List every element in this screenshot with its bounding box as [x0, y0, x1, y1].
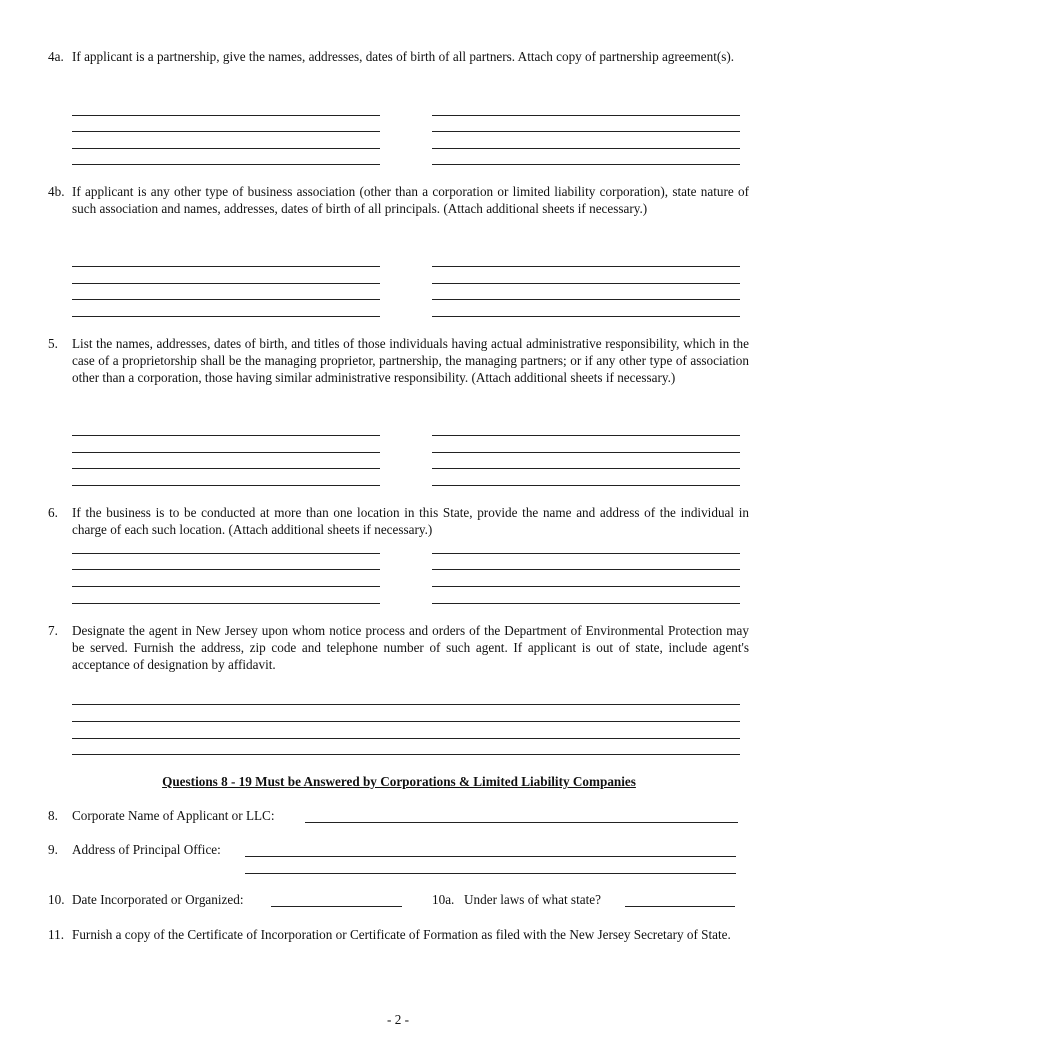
state-of-incorporation-field[interactable]: [625, 906, 735, 907]
question-5: [48, 335, 749, 386]
answer-line[interactable]: [72, 738, 740, 739]
question-7: [48, 622, 749, 673]
answer-line[interactable]: [432, 164, 740, 165]
principal-office-field[interactable]: [245, 856, 736, 857]
answer-line[interactable]: [72, 435, 380, 436]
question-number: 4b.: [48, 184, 65, 199]
answer-line[interactable]: [72, 721, 740, 722]
answer-line[interactable]: [432, 115, 740, 116]
question-number: 7.: [48, 623, 58, 638]
question-6: [48, 504, 749, 538]
principal-office-label: Address of Principal Office:: [72, 842, 221, 857]
question-number: 10a.: [432, 892, 455, 907]
question-number: 10.: [48, 892, 65, 907]
answer-line[interactable]: [432, 603, 740, 604]
answer-line[interactable]: [72, 603, 380, 604]
answer-line[interactable]: [72, 485, 380, 486]
question-number: 6.: [48, 505, 58, 520]
answer-line[interactable]: [432, 485, 740, 486]
question-number: 11.: [48, 927, 64, 942]
answer-line[interactable]: [72, 586, 380, 587]
page-number: - 2 -: [387, 1012, 409, 1027]
question-4a: [48, 48, 749, 65]
answer-line[interactable]: [72, 569, 380, 570]
answer-line[interactable]: [432, 569, 740, 570]
question-text: If applicant is any other type of business association (other than a corporation or limited liability corporation), state nature of such association and names, addresses, dates of birth of all principals. (Attach additional sheets if necessary.): [72, 184, 749, 216]
answer-line[interactable]: [432, 468, 740, 469]
answer-line[interactable]: [72, 553, 380, 554]
state-of-incorporation-label: Under laws of what state?: [464, 892, 601, 907]
question-number: 9.: [48, 842, 58, 857]
answer-line[interactable]: [72, 266, 380, 267]
answer-line[interactable]: [72, 299, 380, 300]
principal-office-field-line2[interactable]: [245, 873, 736, 874]
section-heading: Questions 8 - 19 Must be Answered by Corporations & Limited Liability Companies: [162, 774, 636, 789]
question-text: Furnish a copy of the Certificate of Incorporation or Certificate of Formation as filed with the New Jersey Secretary of State.: [72, 927, 731, 942]
question-text: List the names, addresses, dates of birth, and titles of those individuals having actual administrative responsibility, which in the case of a proprietorship shall be the managing proprietor, partnership, the managing partners; or if any other type of association other than a corporation, those having similar administrative responsibility. (Attach additional sheets if necessary.): [72, 336, 749, 385]
question-text: If the business is to be conducted at more than one location in this State, provide the name and address of the individual in charge of each such location. (Attach additional sheets if necessary.): [72, 505, 749, 537]
answer-line[interactable]: [432, 131, 740, 132]
answer-line[interactable]: [432, 266, 740, 267]
question-4b: [48, 183, 749, 217]
answer-line[interactable]: [72, 164, 380, 165]
answer-line[interactable]: [432, 316, 740, 317]
question-number: 4a.: [48, 49, 64, 64]
question-text: If applicant is a partnership, give the names, addresses, dates of birth of all partners. Attach copy of partnership agreement(s).: [72, 49, 735, 64]
corporate-name-field[interactable]: [305, 822, 738, 823]
answer-line[interactable]: [72, 468, 380, 469]
question-number: 5.: [48, 336, 58, 351]
answer-line[interactable]: [432, 452, 740, 453]
answer-line[interactable]: [72, 452, 380, 453]
answer-line[interactable]: [72, 316, 380, 317]
answer-line[interactable]: [432, 586, 740, 587]
answer-line[interactable]: [432, 553, 740, 554]
answer-line[interactable]: [432, 283, 740, 284]
answer-line[interactable]: [432, 148, 740, 149]
corporate-name-label: Corporate Name of Applicant or LLC:: [72, 808, 275, 823]
date-incorporated-label: Date Incorporated or Organized:: [72, 892, 244, 907]
question-text: Designate the agent in New Jersey upon whom notice process and orders of the Department of Environmental Protection may be served. Furnish the address, zip code and telephone number of such agent. If applicant is out of state, include agent's acceptance of designation by affidavit.: [72, 623, 749, 672]
question-11: [48, 926, 749, 943]
question-number: 8.: [48, 808, 58, 823]
answer-line[interactable]: [72, 115, 380, 116]
answer-line[interactable]: [432, 299, 740, 300]
answer-line[interactable]: [72, 148, 380, 149]
date-incorporated-field[interactable]: [271, 906, 402, 907]
answer-line[interactable]: [72, 754, 740, 755]
answer-line[interactable]: [72, 283, 380, 284]
answer-line[interactable]: [72, 131, 380, 132]
answer-line[interactable]: [432, 435, 740, 436]
answer-line[interactable]: [72, 704, 740, 705]
